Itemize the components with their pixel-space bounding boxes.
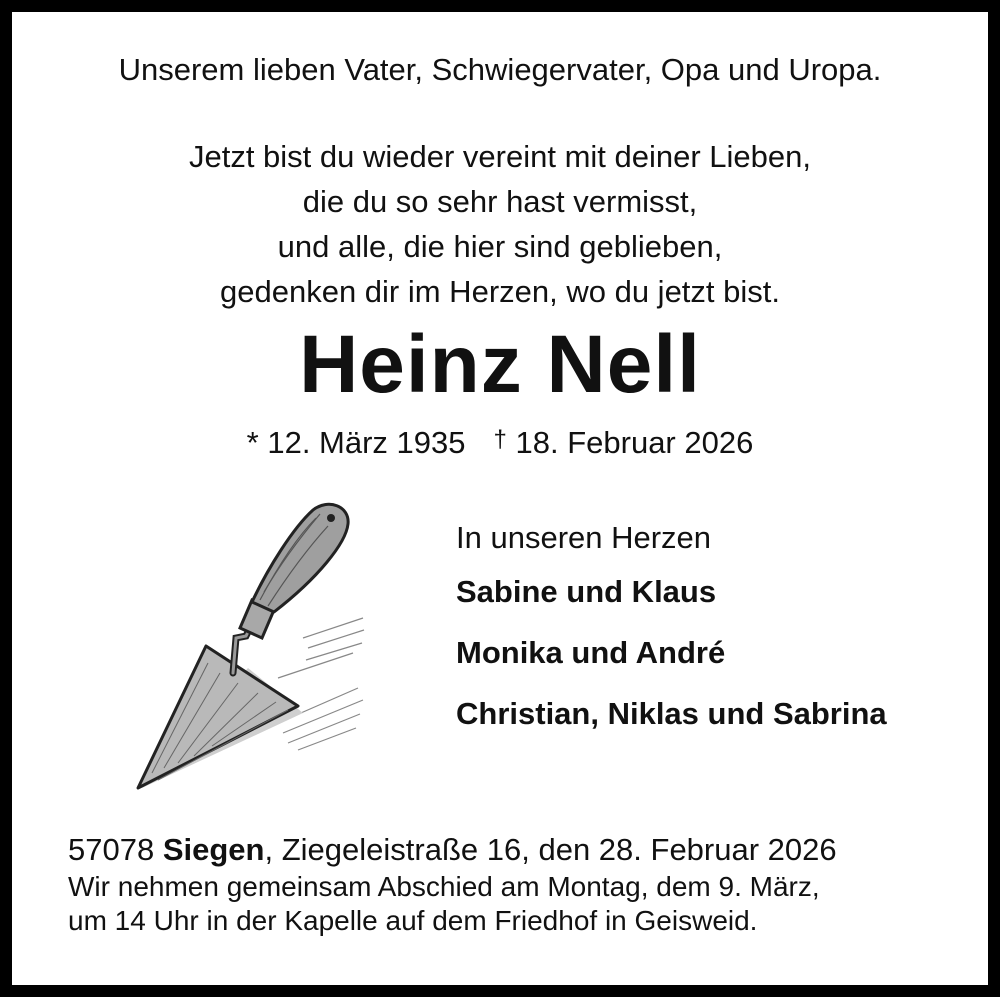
trowel-icon [128,488,368,798]
poem [12,134,988,314]
dedication-text: Unserem lieben Vater, Schwiegervater, Opa und Uropa. [118,52,882,87]
family-list [456,520,887,757]
death-symbol: † [493,426,507,453]
address-line [68,830,837,870]
deceased-name: Heinz Nell [299,319,701,410]
family-member: Christian, Niklas und Sabrina [456,696,887,731]
farewell-line: Wir nehmen gemeinsam Abschied am Montag, dem 9. März, [68,871,820,902]
poem-line: gedenken dir im Herzen, wo du jetzt bist. [220,274,780,309]
birth-date: * 12. März 1935 [246,425,466,460]
family-member: Monika und André [456,635,726,670]
postal-code: 57078 [68,832,155,867]
address-rest: , Ziegeleistraße 16, den 28. Februar 2026 [264,832,837,867]
footer [68,830,837,938]
city: Siegen [162,832,265,867]
family-intro: In unseren Herzen [456,520,712,555]
life-dates [12,425,988,461]
farewell-line: um 14 Uhr in der Kapelle auf dem Friedhof in Geisweid. [68,905,758,936]
poem-line: die du so sehr hast vermisst, [302,184,698,219]
death-date: 18. Februar 2026 [515,425,754,460]
poem-line: Jetzt bist du wieder vereint mit deiner Lieben, [188,139,812,174]
poem-line: und alle, die hier sind geblieben, [277,229,723,264]
family-member: Sabine und Klaus [456,574,717,609]
